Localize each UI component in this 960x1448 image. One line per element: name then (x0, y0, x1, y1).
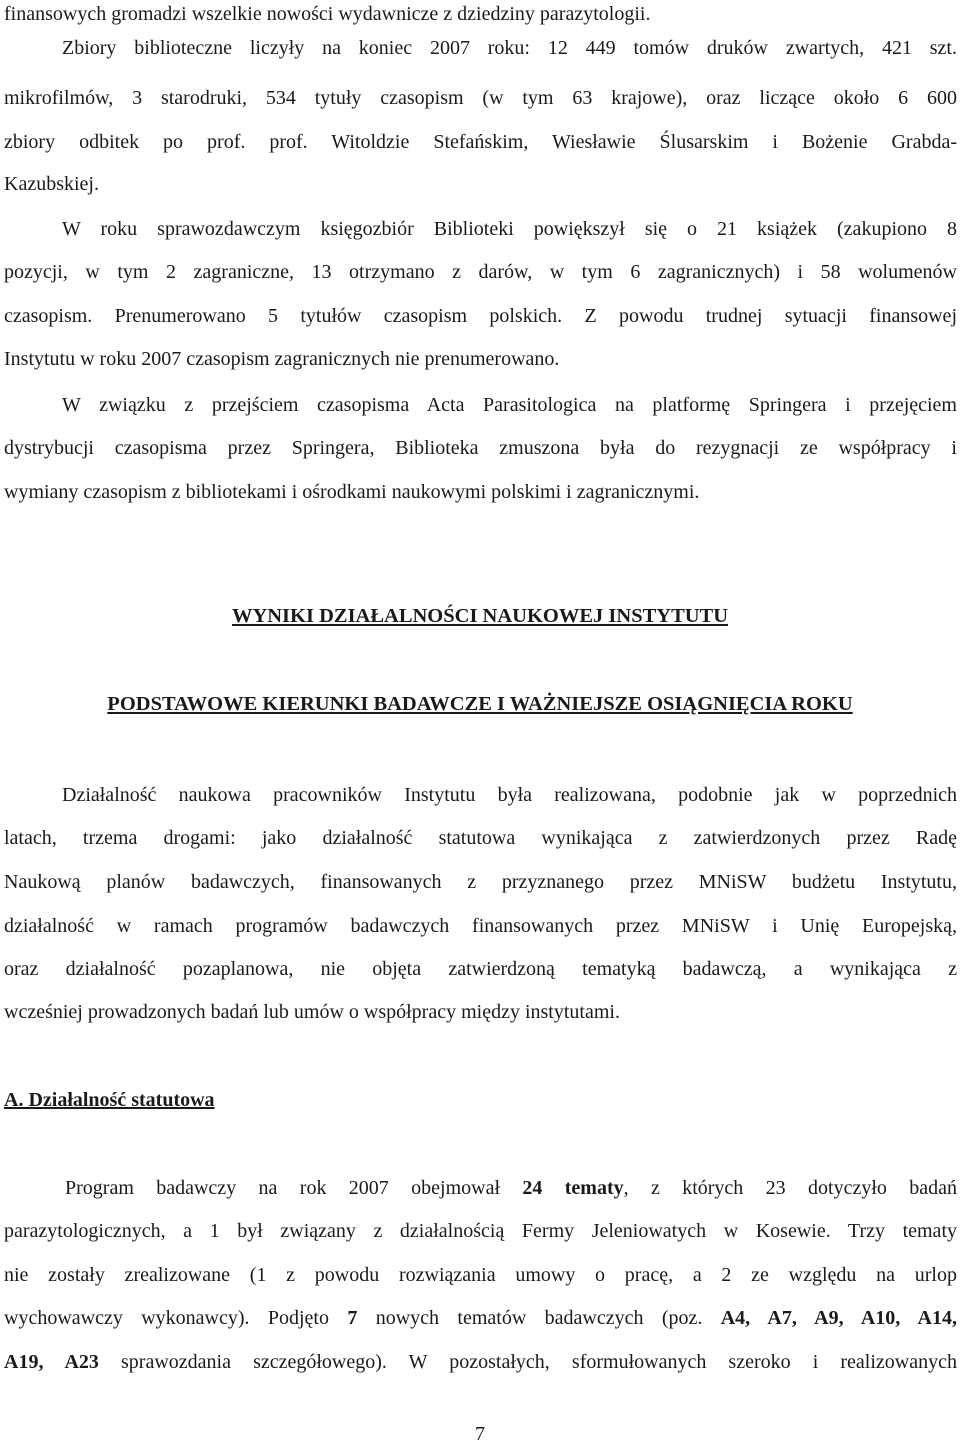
paragraph-line: W roku sprawozdawczym księgozbiór Biblioteki powiększył się o 21 książek (zakupiono 8 (62, 218, 957, 240)
text-run-bold: 24 tematy (522, 1177, 624, 1199)
subsection-heading: PODSTAWOWE KIERUNKI BADAWCZE I WAŻNIEJSZE OSIĄGNIĘCIA ROKU (107, 693, 853, 715)
paragraph-line (4, 1304, 957, 1332)
paragraph-line: czasopism. Prenumerowano 5 tytułów czasopism polskich. Z powodu trudnej sytuacji finansowej (4, 305, 957, 327)
text-run-bold: A4, A7, A9, A10, A14, (720, 1307, 957, 1329)
paragraph-line: zbiory odbitek po prof. prof. Witoldzie Stefańskim, Wiesławie Ślusarskim i Bożenie Grabda- (4, 131, 957, 153)
paragraph-line: parazytologicznych, a 1 był związany z działalnością Fermy Jeleniowatych w Kosewie. Trzy tematy (4, 1220, 957, 1242)
section-heading: WYNIKI DZIAŁALNOŚCI NAUKOWEJ INSTYTUTU (231, 605, 729, 627)
paragraph-line: Kazubskiej. (4, 173, 99, 195)
paragraph-line: finansowych gromadzi wszelkie nowości wydawnicze z dziedziny parazytologii. (4, 3, 651, 25)
text-run: wychowawczy wykonawcy). Podjęto (4, 1307, 348, 1329)
paragraph-line: oraz działalność pozaplanowa, nie objęta zatwierdzoną tematyką badawczą, a wynikająca z (4, 958, 957, 980)
paragraph-line: wymiany czasopism z bibliotekami i ośrodkami naukowymi polskimi i zagranicznymi. (4, 481, 700, 503)
paragraph-line: mikrofilmów, 3 starodruki, 534 tytuły czasopism (w tym 63 krajowe), oraz liczące około 6 600 (4, 87, 957, 109)
page-number: 7 (475, 1423, 485, 1445)
text-run: sprawozdania szczegółowego). W pozostałych, sformułowanych szeroko i realizowanych (98, 1351, 957, 1373)
text-run: Program badawczy na rok 2007 obejmował (65, 1177, 523, 1199)
paragraph-line: Działalność naukowa pracowników Instytutu była realizowana, podobnie jak w poprzednich (62, 784, 957, 806)
text-run: , z których 23 dotyczyło badań (623, 1177, 957, 1199)
text-run: nowych tematów badawczych (poz. (357, 1307, 721, 1329)
paragraph-line: pozycji, w tym 2 zagraniczne, 13 otrzymano z darów, w tym 6 zagranicznych) i 58 wolumenów (4, 261, 957, 283)
paragraph-line: Zbiory biblioteczne liczyły na koniec 2007 roku: 12 449 tomów druków zwartych, 421 szt. (62, 37, 957, 59)
paragraph-line (4, 1348, 957, 1376)
paragraph-line: działalność w ramach programów badawczych finansowanych przez MNiSW i Unię Europejską, (4, 915, 957, 937)
section-a-title: A. Działalność statutowa (4, 1089, 215, 1111)
paragraph-line: dystrybucji czasopisma przez Springera, Biblioteka zmuszona była do rezygnacji ze współpracy i (4, 437, 957, 459)
paragraph-line: W związku z przejściem czasopisma Acta Parasitologica na platformę Springera i przejęciem (62, 394, 957, 416)
text-run-bold: 7 (347, 1307, 358, 1329)
paragraph-line: nie zostały zrealizowane (1 z powodu rozwiązania umowy o pracę, a 2 ze względu na urlop (4, 1264, 957, 1286)
paragraph-line: latach, trzema drogami: jako działalność statutowa wynikająca z zatwierdzonych przez Radę (4, 827, 957, 849)
paragraph-line: Instytutu w roku 2007 czasopism zagranicznych nie prenumerowano. (4, 348, 560, 370)
paragraph-line: wcześniej prowadzonych badań lub umów o współpracy między instytutami. (4, 1001, 620, 1023)
paragraph-line (65, 1174, 957, 1202)
paragraph-line: Naukową planów badawczych, finansowanych z przyznanego przez MNiSW budżetu Instytutu, (4, 871, 957, 893)
text-run-bold: A19, A23 (4, 1351, 99, 1373)
